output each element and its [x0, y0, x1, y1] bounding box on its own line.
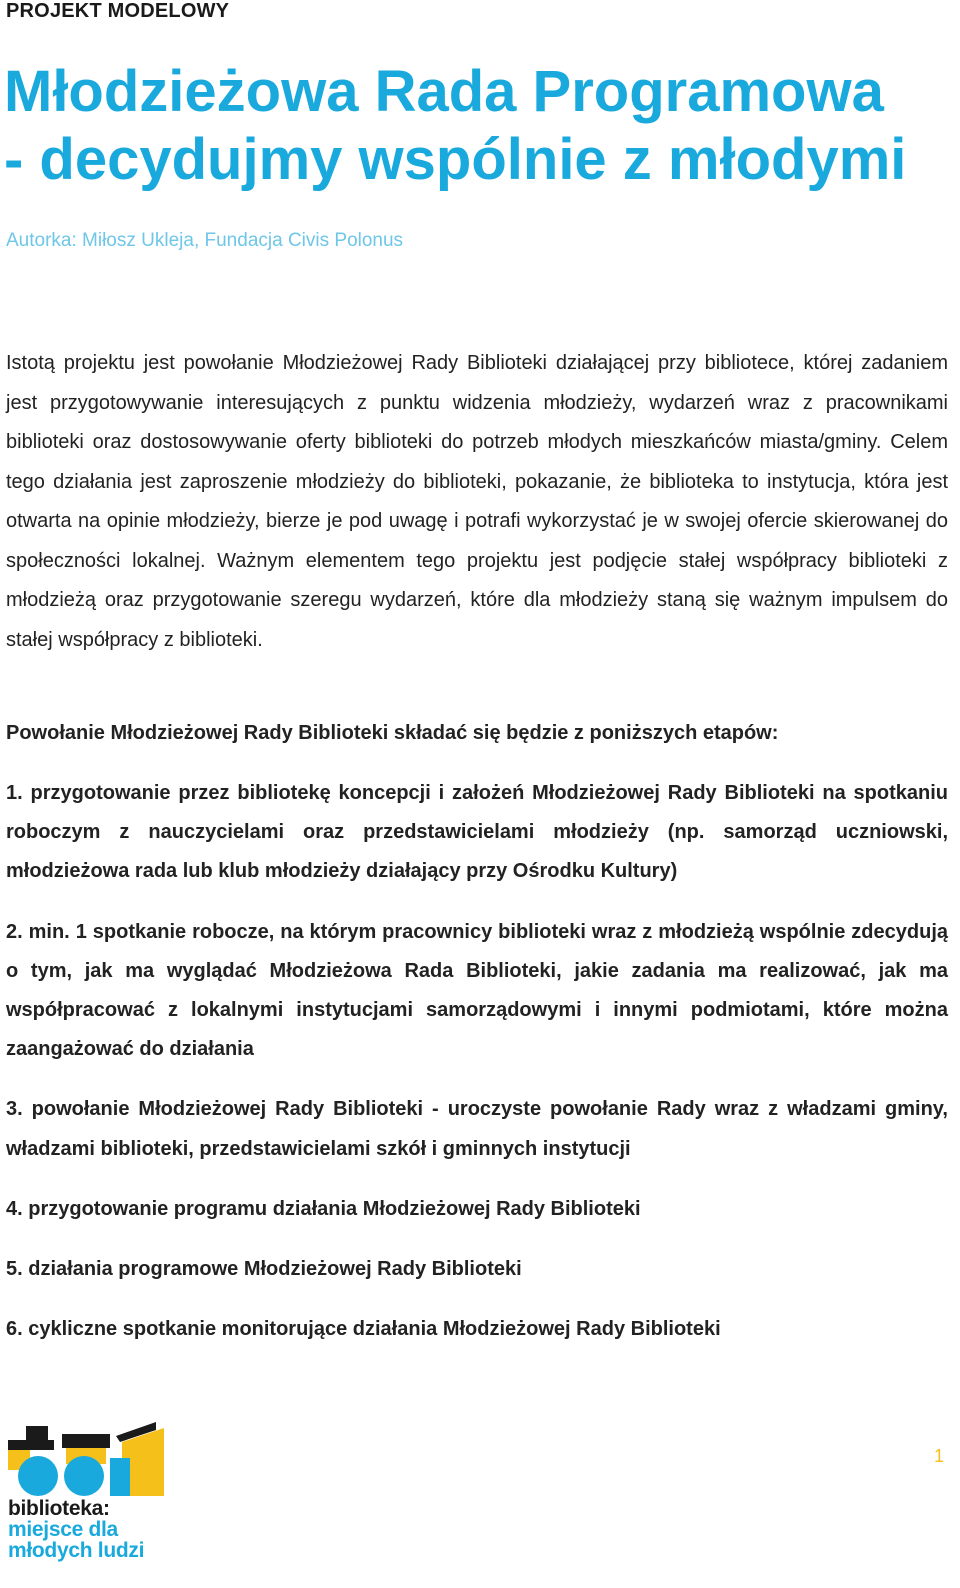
logo-wordmark	[8, 1498, 172, 1561]
document-kicker: PROJEKT MODELOWY	[6, 0, 230, 22]
document-title	[4, 58, 954, 194]
intro-paragraph: Istotą projektu jest powołanie Młodzieżowej Rady Biblioteki działającej przy bibliotece, której zadaniem jest przygotowywanie interesujących z punktu widzenia młodzieży, wydarzeń wraz z pracownikami biblioteki oraz dostosowywanie oferty biblioteki do potrzeb młodych mieszkańców miasta/gminy. Celem tego działania jest zaproszenie młodzieży do biblioteki, pokazanie, że biblioteka to instytucja, która jest otwarta na opinie młodzieży, bierze je pod uwagę i potrafi wykorzystać je w swojej ofercie skierowanej do społeczności lokalnej. Ważnym elementem tego projektu jest podjęcie stałej współpracy biblioteki z młodzieżą oraz przygotowanie szeregu wydarzeń, które dla młodzieży staną się ważnym impulsem do stałej współpracy z biblioteki.	[6, 352, 948, 651]
title-line-2: - decydujmy wspólnie z młodymi	[4, 127, 907, 192]
logo-line-1: biblioteka:	[8, 1497, 110, 1520]
step-item: 6. cykliczne spotkanie monitorujące działania Młodzieżowej Rady Biblioteki	[6, 1318, 721, 1341]
step-item: 2. min. 1 spotkanie robocze, na którym pracownicy biblioteki wraz z młodzieżą wspólnie zdecydują o tym, jak ma wyglądać Młodzieżowa Rada Biblioteki, jakie zadania ma realizować, jak ma współpracować z lokalnymi instytucjami samorządowymi i innymi podmiotami, które można zaangażować do działania	[6, 920, 948, 1061]
title-line-1: Młodzieżowa Rada Programowa	[4, 59, 884, 124]
step-item: 5. działania programowe Młodzieżowej Rady Biblioteki	[6, 1258, 522, 1281]
library-logo-icon	[6, 1418, 170, 1498]
step-item: 4. przygotowanie programu działania Młodzieżowej Rady Biblioteki	[6, 1197, 641, 1220]
steps-list	[6, 774, 948, 1370]
steps-lead: Powołanie Młodzieżowej Rady Biblioteki składać się będzie z poniższych etapów:	[6, 722, 779, 744]
author-line: Autorka: Miłosz Ukleja, Fundacja Civis Polonus	[6, 230, 404, 251]
logo-line-2: miejsce dla	[8, 1518, 118, 1541]
logo-line-3: młodych ludzi	[8, 1539, 145, 1562]
step-item: 3. powołanie Młodzieżowej Rady Biblioteki - uroczyste powołanie Rady wraz z władzami gminy, władzami biblioteki, przedstawicielami szkół i gminnych instytucji	[6, 1098, 948, 1160]
step-item: 1. przygotowanie przez bibliotekę koncepcji i założeń Młodzieżowej Rady Biblioteki na spotkaniu roboczym z nauczycielami oraz przedstawicielami młodzieży (np. samorząd uczniowski, młodzieżowa rada lub klub młodzieży działający przy Ośrodku Kultury)	[6, 782, 948, 883]
page-number: 1	[934, 1446, 945, 1466]
library-logo	[6, 1418, 170, 1564]
